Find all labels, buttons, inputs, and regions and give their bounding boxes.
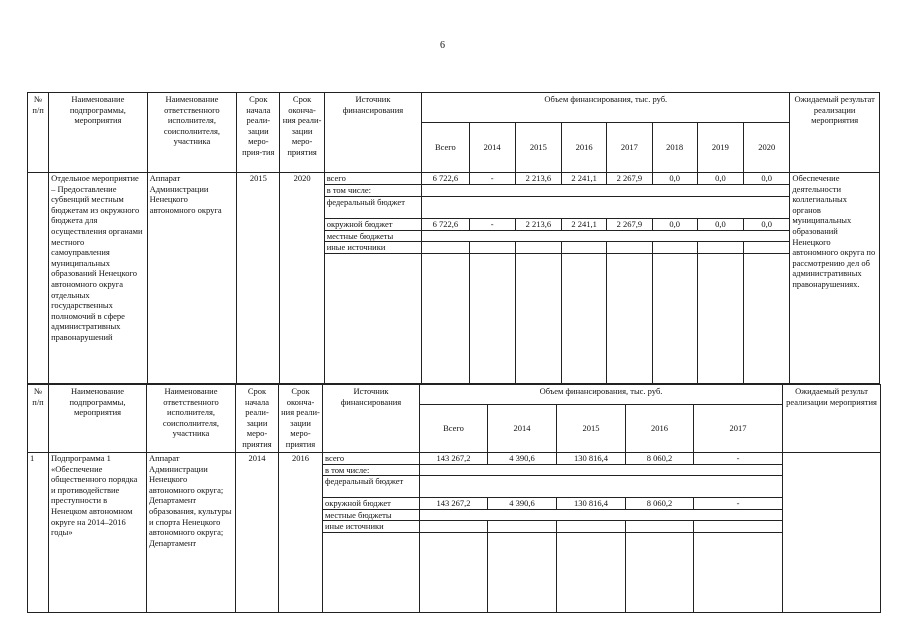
- row-start: 2014: [236, 453, 279, 613]
- empty-cell: [744, 254, 790, 384]
- empty-cell: [488, 521, 557, 533]
- empty-cell: [697, 254, 743, 384]
- empty-cell: [694, 533, 783, 613]
- empty-cell: [626, 533, 694, 613]
- value-cell: 0,0: [652, 218, 697, 230]
- header-result: Ожидаемый результ реализации мероприятия: [783, 385, 881, 453]
- empty-cell: [607, 254, 652, 384]
- row-end: 2020: [280, 173, 324, 384]
- empty-cell: [422, 254, 469, 384]
- row-end: 2016: [279, 453, 323, 613]
- empty-cell: [469, 254, 515, 384]
- empty-cell: [607, 242, 652, 254]
- value-cell: 130 816,4: [557, 453, 626, 465]
- header-year: 2014: [488, 405, 557, 453]
- empty-cell: [420, 509, 783, 521]
- source-label: окружной бюджет: [324, 218, 422, 230]
- empty-cell: [420, 464, 783, 476]
- empty-cell: [469, 242, 515, 254]
- source-label: всего: [323, 453, 420, 465]
- source-label: федеральный бюджет: [324, 196, 422, 218]
- empty-cell: [515, 254, 561, 384]
- value-cell: 2 241,1: [562, 218, 607, 230]
- row-start: 2015: [237, 173, 280, 384]
- value-cell: 0,0: [744, 218, 790, 230]
- header-year: 2017: [694, 405, 783, 453]
- header-total: Всего: [420, 405, 488, 453]
- header-end: Срок оконча-ния реали-зации меро-приятия: [280, 93, 324, 173]
- value-cell: 130 816,4: [557, 498, 626, 510]
- source-label: иные источники: [323, 521, 420, 533]
- empty-cell: [697, 242, 743, 254]
- row-name: Отдельное мероприятие – Предоставление субвенций местным бюджетам из окружного бюджета для осуществления органами местного самоуправления муниципальных образований Ненецкого автономного округа отдельных государственных полномочий в сфере административных правонарушений: [49, 173, 148, 384]
- header-source: Источник финансирования: [323, 385, 420, 453]
- header-source: Источник финансирования: [324, 93, 422, 173]
- source-label: местные бюджеты: [323, 509, 420, 521]
- header-total: Всего: [422, 123, 469, 173]
- value-cell: -: [469, 173, 515, 185]
- source-label: в том числе:: [324, 185, 422, 197]
- empty-cell: [324, 254, 422, 384]
- empty-cell: [694, 521, 783, 533]
- header-year: 2015: [515, 123, 561, 173]
- empty-cell: [557, 521, 626, 533]
- empty-cell: [557, 533, 626, 613]
- header-start: Срок начала реали-зации меро-приятия: [236, 385, 279, 453]
- header-year: 2016: [626, 405, 694, 453]
- value-cell: 0,0: [697, 173, 743, 185]
- source-label: окружной бюджет: [323, 498, 420, 510]
- value-cell: 2 267,9: [607, 173, 652, 185]
- source-label: иные источники: [324, 242, 422, 254]
- value-cell: 8 060,2: [626, 498, 694, 510]
- row-name: Подпрограмма 1 «Обеспечение общественного порядка и противодействие преступности в Ненецком автономном округе на 2014–2016 годы»: [49, 453, 147, 613]
- header-start: Срок начала реали-зации меро-прия-тия: [237, 93, 280, 173]
- finance-table-2: [27, 384, 881, 613]
- header-finance: Объем финансирования, тыс. руб.: [420, 385, 783, 405]
- row-num: [28, 173, 49, 384]
- value-cell: -: [469, 218, 515, 230]
- empty-cell: [562, 242, 607, 254]
- header-year: 2015: [557, 405, 626, 453]
- value-cell: 2 213,6: [515, 218, 561, 230]
- header-year: 2016: [562, 123, 607, 173]
- empty-cell: [420, 476, 783, 498]
- header-num: № п/п: [28, 385, 49, 453]
- header-year: 2018: [652, 123, 697, 173]
- empty-cell: [420, 533, 488, 613]
- header-year: 2019: [697, 123, 743, 173]
- empty-cell: [783, 453, 881, 613]
- finance-table-1: [27, 92, 880, 384]
- header-finance: Объем финансирования, тыс. руб.: [422, 93, 790, 123]
- empty-cell: [420, 521, 488, 533]
- value-cell: 2 213,6: [515, 173, 561, 185]
- empty-cell: [488, 533, 557, 613]
- empty-cell: [323, 533, 420, 613]
- empty-cell: [515, 242, 561, 254]
- header-end: Срок оконча-ния реали-зации меро-приятия: [279, 385, 323, 453]
- empty-cell: [652, 242, 697, 254]
- header-executor: Наименование ответственного исполнителя, соисполнителя, участника: [147, 93, 237, 173]
- value-cell: -: [694, 453, 783, 465]
- header-year: 2014: [469, 123, 515, 173]
- row-num: 1: [28, 453, 49, 613]
- value-cell: 143 267,2: [420, 498, 488, 510]
- header-num: № п/п: [28, 93, 49, 173]
- source-label: в том числе:: [323, 464, 420, 476]
- value-cell: 6 722,6: [422, 173, 469, 185]
- value-cell: 2 241,1: [562, 173, 607, 185]
- header-result: Ожидаемый результат реализации мероприятия: [790, 93, 880, 173]
- header-name: Наименование подпрограммы, мероприятия: [49, 385, 147, 453]
- source-label: федеральный бюджет: [323, 476, 420, 498]
- empty-cell: [422, 230, 790, 242]
- header-executor: Наименование ответственного исполнителя, соисполнителя, участника: [147, 385, 236, 453]
- value-cell: 2 267,9: [607, 218, 652, 230]
- row-executor: Аппарат Администрации Ненецкого автономного округа; Департамент образования, культуры и спорта Ненецкого автономного округа; Департамент: [147, 453, 236, 613]
- page-number: 6: [440, 40, 445, 51]
- source-label: всего: [324, 173, 422, 185]
- value-cell: 143 267,2: [420, 453, 488, 465]
- value-cell: 0,0: [744, 173, 790, 185]
- empty-cell: [422, 185, 790, 197]
- header-name: Наименование подпрограммы, мероприятия: [49, 93, 148, 173]
- value-cell: 0,0: [697, 218, 743, 230]
- row-result: Обеспечение деятельности коллегиальных органов муниципальных образований Ненецкого автономного округа по рассмотрению дел об административных правонарушениях.: [790, 173, 880, 384]
- value-cell: 0,0: [652, 173, 697, 185]
- empty-cell: [652, 254, 697, 384]
- source-label: местные бюджеты: [324, 230, 422, 242]
- value-cell: 6 722,6: [422, 218, 469, 230]
- empty-cell: [626, 521, 694, 533]
- header-year: 2017: [607, 123, 652, 173]
- value-cell: 4 390,6: [488, 498, 557, 510]
- empty-cell: [422, 196, 790, 218]
- header-year: 2020: [744, 123, 790, 173]
- row-executor: Аппарат Администрации Ненецкого автономного округа: [147, 173, 237, 384]
- empty-cell: [744, 242, 790, 254]
- empty-cell: [422, 242, 469, 254]
- value-cell: 8 060,2: [626, 453, 694, 465]
- empty-cell: [562, 254, 607, 384]
- value-cell: 4 390,6: [488, 453, 557, 465]
- value-cell: -: [694, 498, 783, 510]
